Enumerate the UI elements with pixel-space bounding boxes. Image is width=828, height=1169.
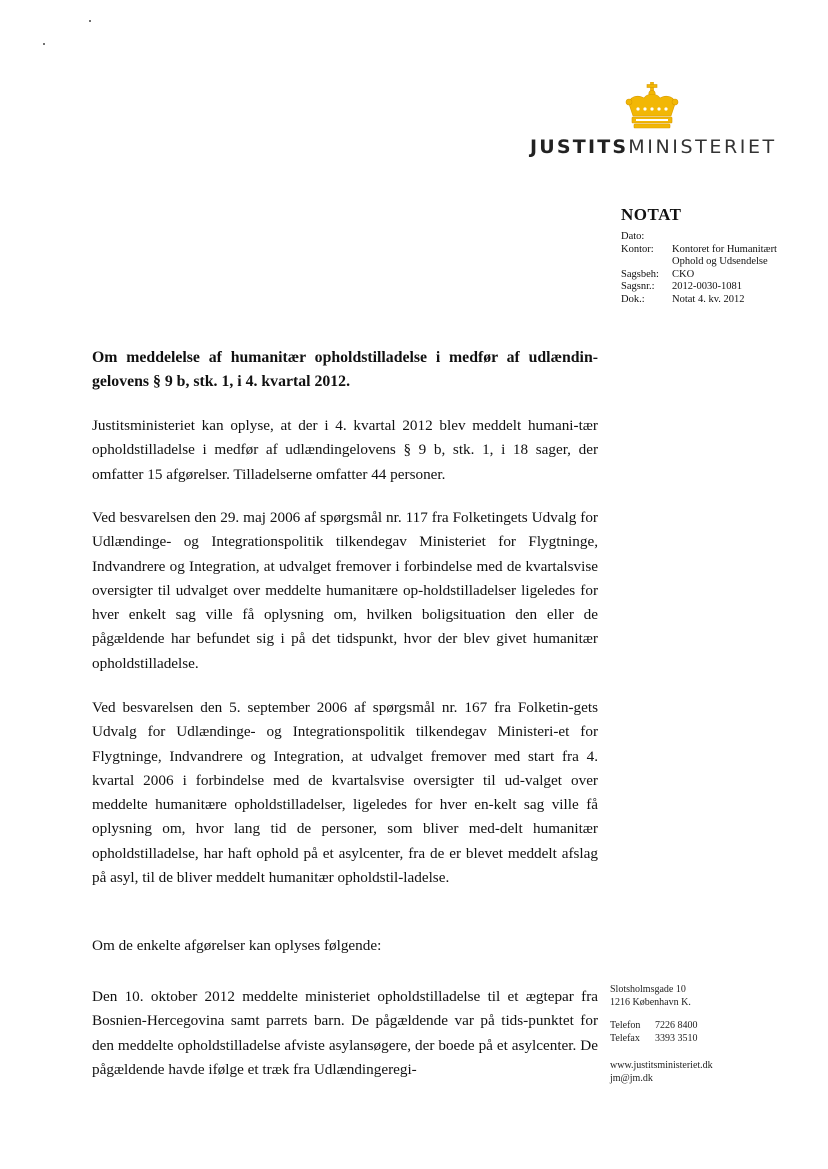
crown-icon xyxy=(624,82,680,130)
ministry-address xyxy=(610,984,750,1009)
meta-value: Notat 4. kv. 2012 xyxy=(672,293,745,305)
meta-value: CKO xyxy=(672,268,695,280)
paragraph-text: Ved besvarelsen den 5. september 2006 af spørgsmål nr. 167 fra Folketin-gets Udvalg for Udlændinge- og Integrationspolitik tilkendegav Ministeri-et for Flygtninge, Indvandrere og Integration, at udvalget fremover med start fra 4. kvartal 2006 i forbindelse med de kvartalsvise oversigter til ud-valget over meddelte humanitære opholdstilladelser, ligeledes for hver en-kelt sag ville få oplysning om, hvor lang tid de personer, som bliver med-delt humanitær opholdstilladelse, har haft ophold på et asylcenter, fra de er blevet meddelt afslag på asyl, til de bliver meddelt humanitær opholdstil-ladelse. xyxy=(92,699,598,887)
memo-title: NOTAT xyxy=(621,205,682,224)
paragraph-2 xyxy=(92,506,598,676)
paragraph-3 xyxy=(92,696,598,890)
meta-row-document xyxy=(621,294,811,307)
paragraph-4 xyxy=(92,934,598,958)
fax-row xyxy=(610,1033,750,1046)
meta-value xyxy=(672,231,811,244)
email-link[interactable]: jm@jm.dk xyxy=(610,1072,653,1084)
meta-value: 2012-0030-1081 xyxy=(672,281,742,293)
paragraph-1 xyxy=(92,414,598,487)
ministry-phone-fax xyxy=(610,1020,750,1045)
ministry-logo xyxy=(530,82,780,162)
ministry-wordmark xyxy=(530,136,777,158)
meta-row-case-number xyxy=(621,281,811,294)
fax-number: 3393 3510 xyxy=(655,1032,698,1044)
meta-label: Dok.: xyxy=(621,293,645,305)
document-heading xyxy=(92,346,598,394)
meta-label: Dato: xyxy=(621,231,645,242)
paragraph-text: Den 10. oktober 2012 meddelte ministeriet opholdstilladelse til et ægtepar fra Bosnien-Hercegovina samt parrets barn. De pågældende var på tids-punktet for den meddelte opholdstilladelse afviste asylansøgere, der boede på et asylcenter. De pågældende havde ifølge et træk fra Udlændingeregi- xyxy=(92,988,598,1078)
heading-text: Om meddelelse af humanitær opholdstilladelse i medfør af udlændin-gelovens § 9 b, stk. 1, i 4. kvartal 2012. xyxy=(92,349,598,390)
paragraph-text: Ved besvarelsen den 29. maj 2006 af spørgsmål nr. 117 fra Folketingets Udvalg for Udlændinge- og Integrationspolitik tilkendegav Ministeriet for Flygtninge, Indvandrere og Integration, at udvalget fremover i forbindelse med de kvartalsvise oversigter til udvalget over meddelte humanitære op-holdstilladelser ligeledes for hver enkelt sag ville få oplysning om, hvilken boligsituation den eller de pågældende har befundet sig i på det tidspunkt, hvor der blev givet humanitær opholdstilladelse. xyxy=(92,509,598,672)
fax-label: Telefax xyxy=(610,1032,640,1044)
wordmark-light: MINISTERIET xyxy=(628,136,777,158)
memo-header xyxy=(621,205,811,307)
phone-label: Telefon xyxy=(610,1020,641,1031)
meta-row-office xyxy=(621,244,811,269)
ministry-contact-web xyxy=(610,1060,750,1085)
address-city: 1216 København K. xyxy=(610,996,691,1008)
meta-label: Sagsnr.: xyxy=(621,281,655,293)
meta-label: Kontor: xyxy=(621,243,654,255)
meta-value: Kontoret for Humanitært Ophold og Udsendelse xyxy=(672,243,777,268)
meta-row-date xyxy=(621,231,811,244)
meta-row-case-officer xyxy=(621,269,811,282)
phone-number: 7226 8400 xyxy=(655,1020,698,1031)
scan-speck xyxy=(89,20,91,22)
memo-meta xyxy=(621,231,811,307)
meta-label: Sagsbeh: xyxy=(621,268,659,280)
website-link[interactable]: www.justitsministeriet.dk xyxy=(610,1060,713,1071)
address-street: Slotsholmsgade 10 xyxy=(610,984,686,995)
paragraph-text: Justitsministeriet kan oplyse, at der i 4. kvartal 2012 blev meddelt humani-tær opholdstilladelse i medfør af udlændingelovens § 9 b, stk. 1, i 18 sager, der omfatter 15 afgørelser. Tilladelserne omfatter 44 personer. xyxy=(92,417,598,483)
phone-row xyxy=(610,1020,750,1033)
wordmark-strong: JUSTITS xyxy=(530,136,629,158)
paragraph-text: Om de enkelte afgørelser kan oplyses følgende: xyxy=(92,937,382,954)
paragraph-5 xyxy=(92,985,598,1082)
scan-speck xyxy=(43,43,45,45)
